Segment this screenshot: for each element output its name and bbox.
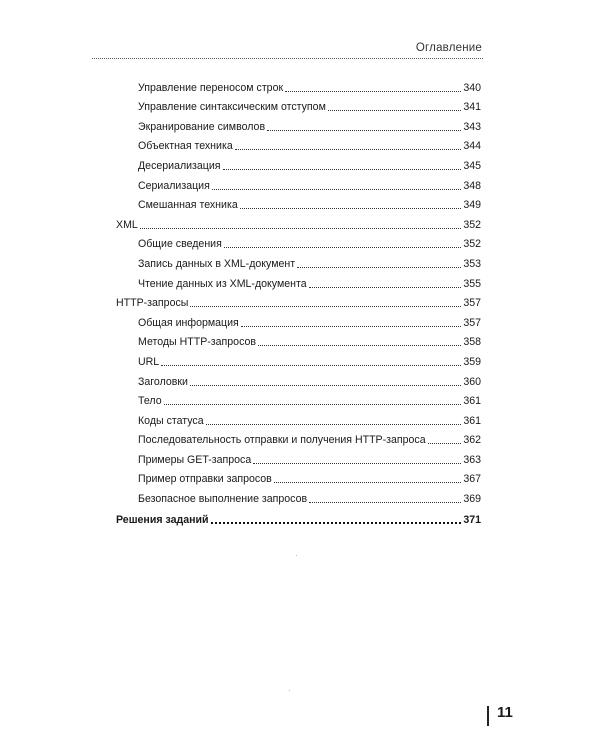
toc-dot-leader xyxy=(164,404,462,405)
toc-entry-page: 359 xyxy=(463,355,481,368)
toc-dot-leader xyxy=(224,247,461,248)
page-number: 11 xyxy=(497,704,513,721)
toc-entry-page: 361 xyxy=(463,414,481,427)
toc-dot-leader xyxy=(206,424,462,425)
toc-dot-leader xyxy=(253,463,461,464)
toc-subsection-entry xyxy=(116,427,481,447)
toc-subsection-entry xyxy=(116,446,481,466)
toc-dot-leader xyxy=(190,306,461,307)
toc-dot-leader xyxy=(328,110,461,111)
toc-subsection-entry xyxy=(116,231,481,251)
toc-dot-leader xyxy=(241,326,462,327)
toc-entry-page: 371 xyxy=(463,513,481,526)
toc-entry-page: 355 xyxy=(463,277,481,290)
toc-subsection-entry xyxy=(116,407,481,427)
page-number-divider xyxy=(487,706,489,726)
toc-subsection-entry xyxy=(116,309,481,329)
toc-entry-title: XML xyxy=(116,218,138,231)
toc-subsection-entry xyxy=(116,113,481,133)
toc-entry-title: Коды статуса xyxy=(138,414,204,427)
toc-entry-title: Десериализация xyxy=(138,159,221,172)
toc-entry-title: Экранирование символов xyxy=(138,120,266,133)
toc-entry-title: Пример отправки запросов xyxy=(138,473,272,486)
toc-entry-page: 349 xyxy=(463,199,481,212)
toc-subsection-entry xyxy=(116,94,481,114)
toc-section-entry xyxy=(116,290,481,310)
toc-entry-page: 358 xyxy=(463,336,481,349)
toc-subsection-entry xyxy=(116,74,481,94)
toc-entry-title: Общие сведения xyxy=(138,238,222,251)
toc-subsection-entry xyxy=(116,368,481,388)
toc-subsection-entry xyxy=(116,172,481,192)
toc-dot-leader xyxy=(274,482,462,483)
paper-speck xyxy=(296,555,297,556)
toc-entry-page: 340 xyxy=(463,81,481,94)
toc-entry-page: 369 xyxy=(463,493,481,506)
toc-entry-title: URL xyxy=(138,355,160,368)
toc-entry-title: Запись данных в XML-документ xyxy=(138,257,296,270)
toc-entry-page: 363 xyxy=(463,453,481,466)
toc-entry-page: 360 xyxy=(463,375,481,388)
toc-entry-title: Последовательность отправки и получения HTTP-запроса xyxy=(138,434,426,447)
toc-dot-leader xyxy=(223,169,462,170)
toc-entry-page: 357 xyxy=(463,297,481,310)
toc-subsection-entry xyxy=(116,348,481,368)
toc-entry-title: Тело xyxy=(138,395,162,408)
toc-dot-leader xyxy=(161,365,461,366)
table-of-contents xyxy=(116,74,481,526)
toc-entry-page: 361 xyxy=(463,395,481,408)
running-header-title: Оглавление xyxy=(415,42,482,54)
toc-entry-title: Методы HTTP-запросов xyxy=(138,336,257,349)
toc-subsection-entry xyxy=(116,388,481,408)
toc-entry-page: 367 xyxy=(463,473,481,486)
toc-entry-title: Общая информация xyxy=(138,316,239,329)
toc-subsection-entry xyxy=(116,485,481,505)
toc-entry-title: Объектная техника xyxy=(138,140,233,153)
toc-entry-page: 343 xyxy=(463,120,481,133)
toc-entry-title: Решения заданий xyxy=(116,513,209,526)
toc-entry-title: Сериализация xyxy=(138,179,210,192)
toc-entry-page: 352 xyxy=(463,218,481,231)
toc-section-entry xyxy=(116,211,481,231)
toc-subsection-entry xyxy=(116,133,481,153)
toc-subsection-entry xyxy=(116,329,481,349)
toc-dot-leader xyxy=(267,130,461,131)
toc-dot-leader xyxy=(212,189,461,190)
toc-entry-title: Управление переносом строк xyxy=(138,81,284,94)
toc-entry-page: 352 xyxy=(463,238,481,251)
toc-dot-leader xyxy=(140,228,462,229)
paper-speck xyxy=(289,690,290,691)
toc-entry-title: Безопасное выполнение запросов xyxy=(138,493,308,506)
toc-entry-title: Управление синтаксическим отступом xyxy=(138,101,326,114)
toc-entry-title: Смешанная техника xyxy=(138,199,238,212)
toc-subsection-entry xyxy=(116,192,481,212)
toc-entry-title: Заголовки xyxy=(138,375,188,388)
toc-subsection-entry xyxy=(116,152,481,172)
toc-entry-page: 345 xyxy=(463,159,481,172)
toc-entry-title: HTTP-запросы xyxy=(116,297,189,310)
toc-subsection-entry xyxy=(116,250,481,270)
toc-dot-leader xyxy=(309,502,461,503)
header-divider xyxy=(92,58,483,59)
toc-subsection-entry xyxy=(116,466,481,486)
toc-entry-page: 353 xyxy=(463,257,481,270)
toc-entry-page: 341 xyxy=(463,101,481,114)
toc-subsection-entry xyxy=(116,270,481,290)
toc-dot-leader xyxy=(297,267,461,268)
toc-dot-leader xyxy=(235,149,462,150)
toc-entry-page: 348 xyxy=(463,179,481,192)
toc-entry-page: 362 xyxy=(463,434,481,447)
toc-entry-page: 344 xyxy=(463,140,481,153)
toc-dot-leader xyxy=(190,385,461,386)
toc-dot-leader xyxy=(285,91,461,92)
toc-dot-leader xyxy=(428,443,462,444)
toc-entry-title: Чтение данных из XML-документа xyxy=(138,277,307,290)
toc-dot-leader xyxy=(258,345,461,346)
toc-dot-leader xyxy=(309,287,462,288)
toc-dot-leader xyxy=(240,208,462,209)
toc-entry-page: 357 xyxy=(463,316,481,329)
toc-entry-title: Примеры GET-запроса xyxy=(138,453,252,466)
toc-dot-leader xyxy=(211,522,462,524)
toc-chapter-entry xyxy=(116,506,481,526)
